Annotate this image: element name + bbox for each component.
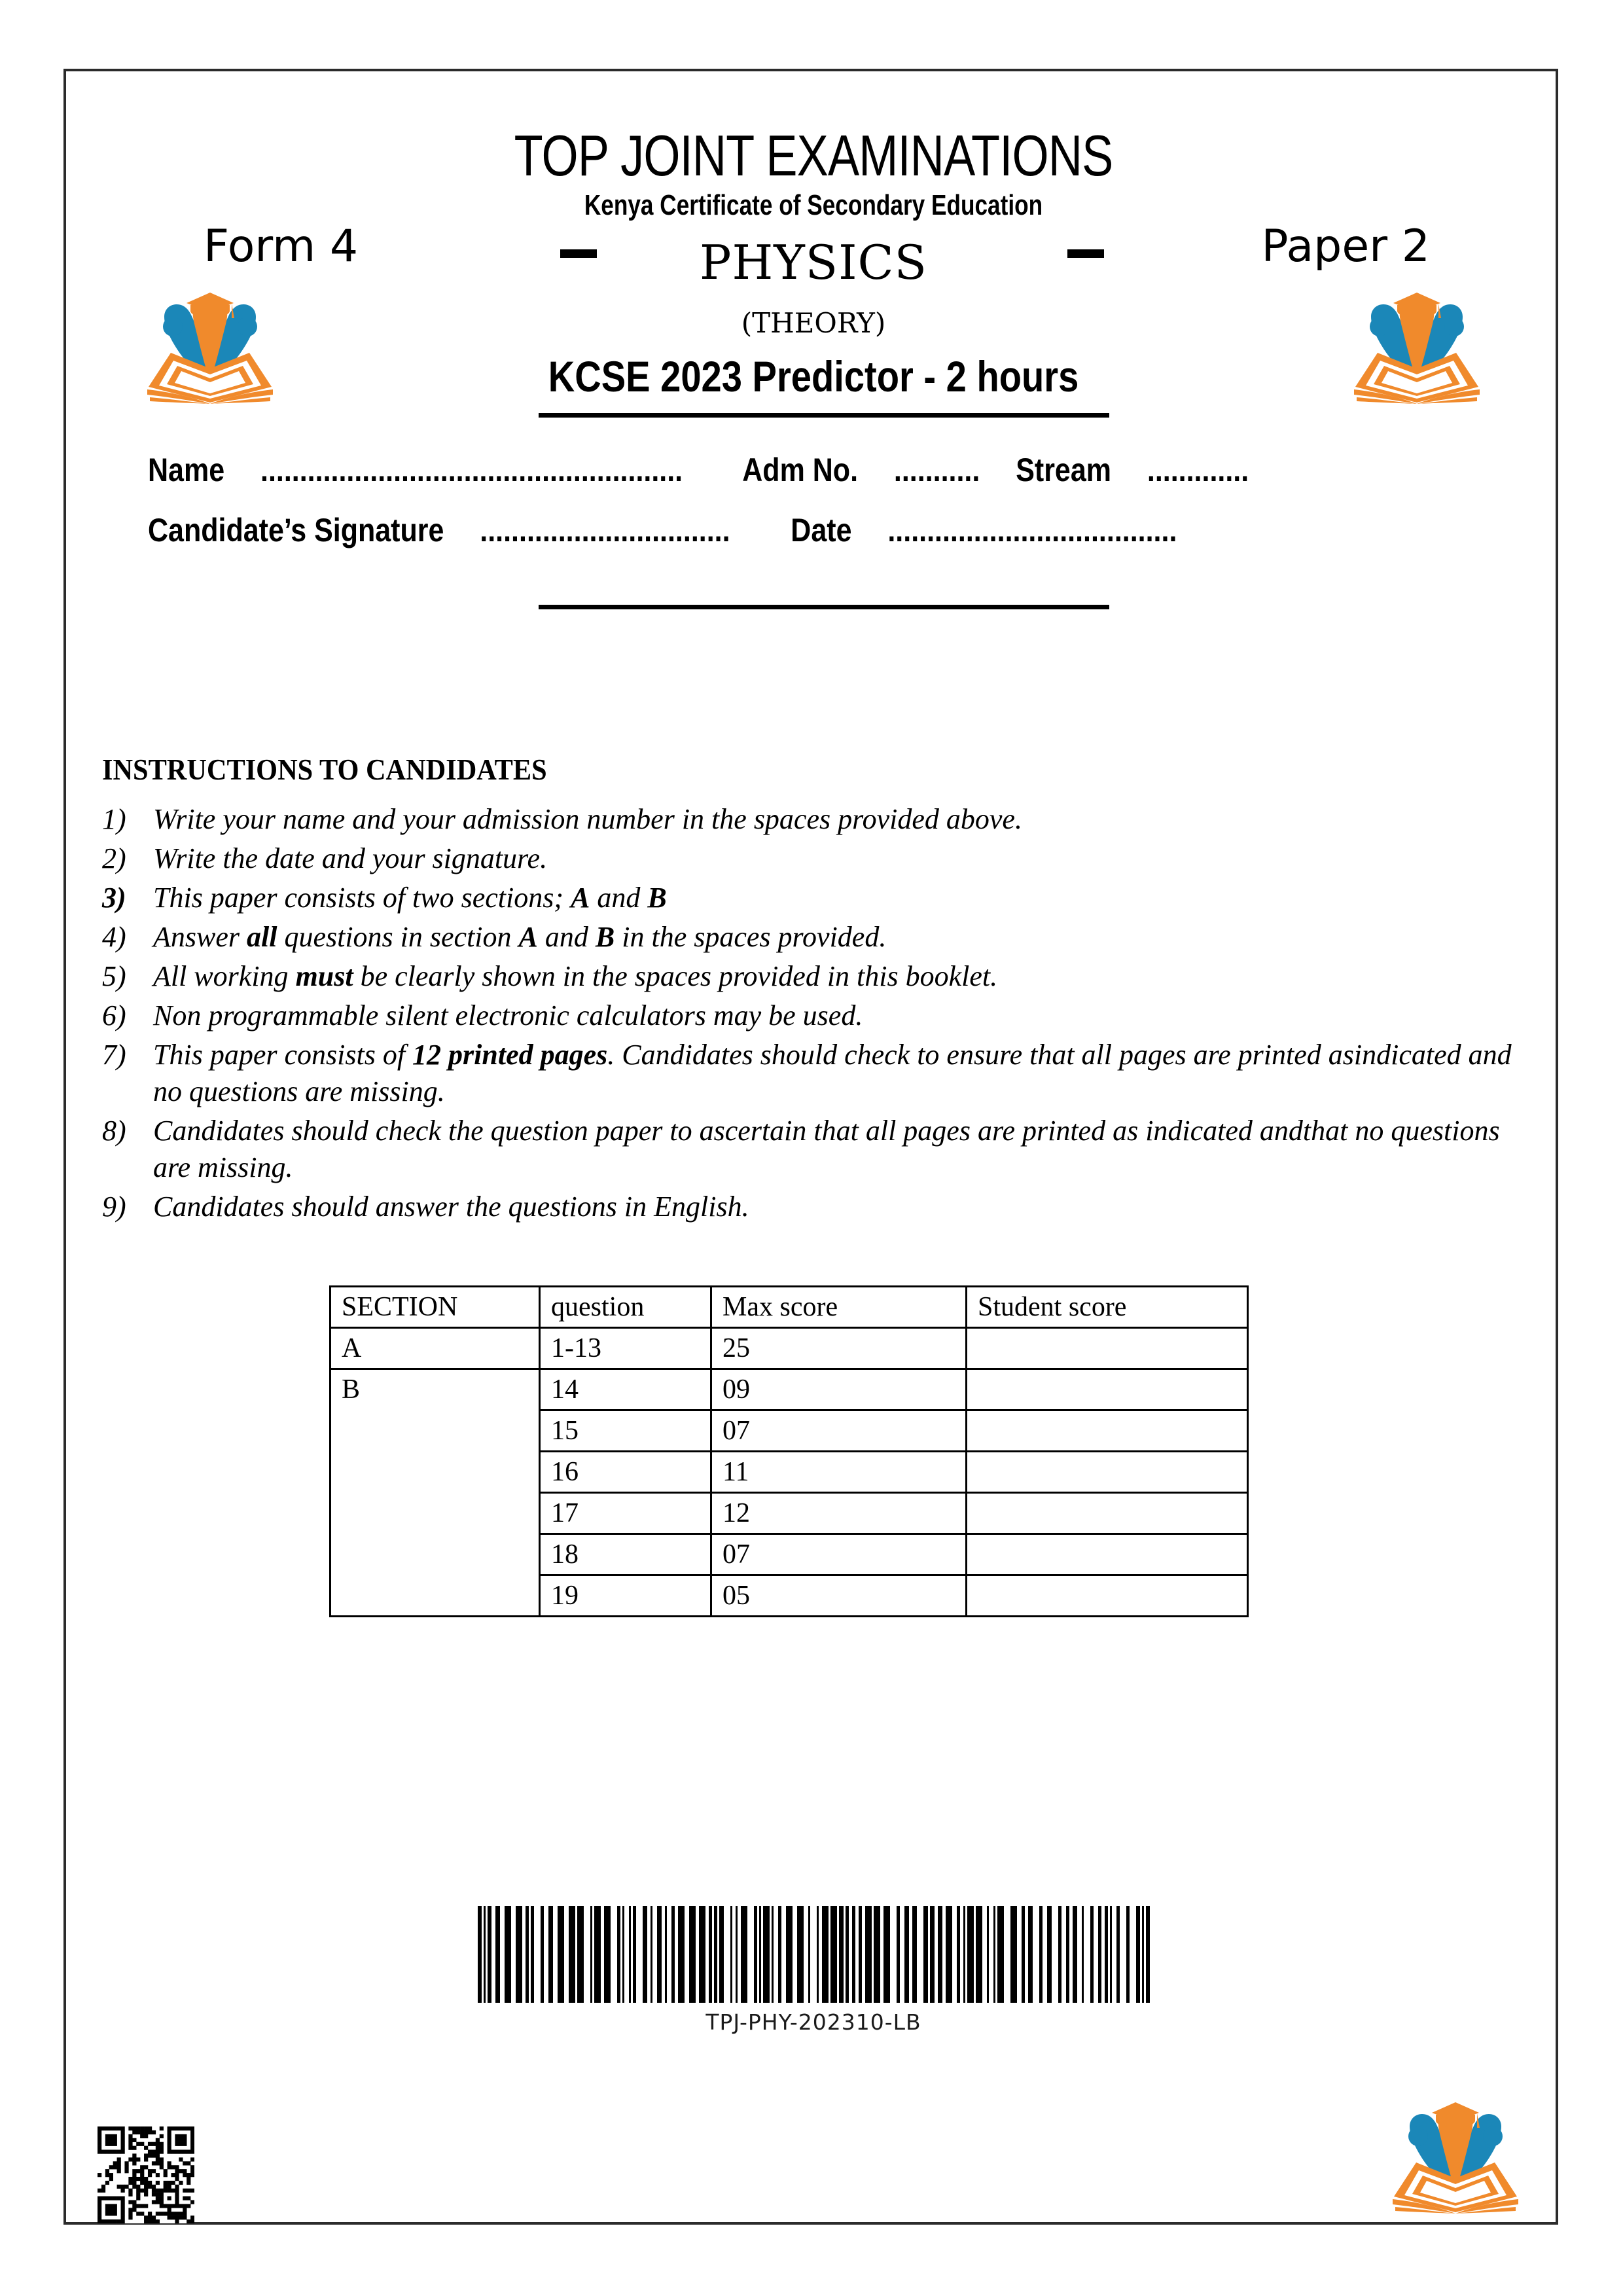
instruction-text: Candidates should check the question paper to ascertain that all pages are printed as indicated andthat no questions are missing. [153,1115,1500,1183]
instruction-item [102,1189,1529,1225]
instruction-number: 9) [102,1191,126,1223]
page-title: TOP JOINT EXAMINATIONS [514,123,1113,188]
instruction-item [102,801,1529,838]
paper-label: Paper 2 [1261,221,1430,272]
cell-question: 16 [540,1452,711,1493]
predictor-label: KCSE 2023 Predictor - 2 hours [548,352,1079,401]
table-row [330,1369,1248,1410]
instruction-item [102,958,1529,995]
instruction-number: 1) [102,803,126,835]
theory-label: (THEORY) [741,307,886,339]
cell-max-score: 07 [711,1410,967,1452]
name-label: Name [148,452,225,488]
cell-question: 14 [540,1369,711,1410]
instruction-text: This paper consists of 12 printed pages. Candidates should check to ensure that all pages are printed asindicated and no questions are missing. [153,1039,1512,1107]
candidate-identity-row [148,451,1249,489]
form-label: Form 4 [204,221,359,272]
cell-section: B [330,1369,540,1617]
exam-header [66,71,1561,634]
instruction-text: Write the date and your signature. [153,842,548,874]
instruction-text: This paper consists of two sections; A and B [153,882,667,914]
barcode-icon [478,1906,1150,2003]
cell-question: 15 [540,1410,711,1452]
column-header-student-score: Student score [967,1287,1248,1328]
cell-section: A [330,1328,540,1369]
cell-student-score[interactable] [967,1534,1248,1575]
instruction-text: Candidates should answer the questions in English. [153,1191,749,1223]
instruction-number: 5) [102,960,126,992]
candidate-signature-row [148,511,1177,549]
instruction-number: 7) [102,1039,126,1071]
page-subtitle: Kenya Certificate of Secondary Education [584,189,1043,221]
cell-question: 18 [540,1534,711,1575]
stream-input[interactable]: ............. [1147,452,1249,488]
cell-question: 1-13 [540,1328,711,1369]
barcode-label: TPJ-PHY-202310-LB [705,2009,921,2035]
instruction-item [102,1113,1529,1186]
cell-question: 17 [540,1493,711,1534]
cell-student-score[interactable] [967,1452,1248,1493]
cell-max-score: 07 [711,1534,967,1575]
column-header-section: SECTION [330,1287,540,1328]
cell-student-score[interactable] [967,1575,1248,1617]
name-input[interactable]: ...................................................... [260,452,683,488]
cell-max-score: 11 [711,1452,967,1493]
subject-label: PHYSICS [700,235,927,290]
barcode-block [66,1897,1561,2035]
signature-label: Candidate’s Signature [148,512,444,548]
instruction-text: Non programmable silent electronic calculators may be used. [153,999,863,1031]
instruction-item [102,997,1529,1034]
cell-student-score[interactable] [967,1410,1248,1452]
cell-max-score: 12 [711,1493,967,1534]
instruction-item [102,919,1529,956]
instruction-number: 3) [102,882,126,914]
divider-top [539,413,1109,418]
instruction-text: All working must be clearly shown in the spaces provided in this booklet. [153,960,998,992]
instructions-section [102,752,1529,1228]
adm-no-label: Adm No. [742,452,859,488]
table-header-row [330,1287,1248,1328]
cell-max-score: 05 [711,1575,967,1617]
dash-separator-right-icon [1067,249,1104,258]
table-row [330,1328,1248,1369]
instruction-item [102,880,1529,916]
instruction-number: 4) [102,921,126,953]
cell-max-score: 09 [711,1369,967,1410]
adm-no-input[interactable]: ........... [893,452,980,488]
cell-student-score[interactable] [967,1493,1248,1534]
divider-bottom [539,605,1109,609]
cell-student-score[interactable] [967,1369,1248,1410]
signature-input[interactable]: ................................ [480,512,730,548]
qr-code-icon[interactable] [98,2126,194,2223]
instruction-text: Write your name and your admission number in the spaces provided above. [153,803,1022,835]
instruction-item [102,840,1529,877]
instructions-list [102,801,1529,1225]
instruction-text: Answer all questions in section A and B in the spaces provided. [153,921,887,953]
graduates-open-book-logo-icon [145,287,276,402]
stream-label: Stream [1016,452,1111,488]
cell-question: 19 [540,1575,711,1617]
date-label: Date [791,512,852,548]
instruction-number: 6) [102,999,126,1031]
instruction-number: 2) [102,842,126,874]
instructions-heading: INSTRUCTIONS TO CANDIDATES [102,753,547,786]
column-header-max-score: Max score [711,1287,967,1328]
score-table-container [329,1285,1249,1617]
instruction-number: 8) [102,1115,126,1147]
exam-page [63,69,1558,2225]
date-input[interactable]: ..................................... [887,512,1177,548]
cell-max-score: 25 [711,1328,967,1369]
graduates-open-book-logo-icon [1351,287,1482,402]
cell-student-score[interactable] [967,1328,1248,1369]
graduates-open-book-logo-icon [1389,2097,1522,2214]
score-table [329,1285,1249,1617]
instruction-item [102,1037,1529,1110]
column-header-question: question [540,1287,711,1328]
